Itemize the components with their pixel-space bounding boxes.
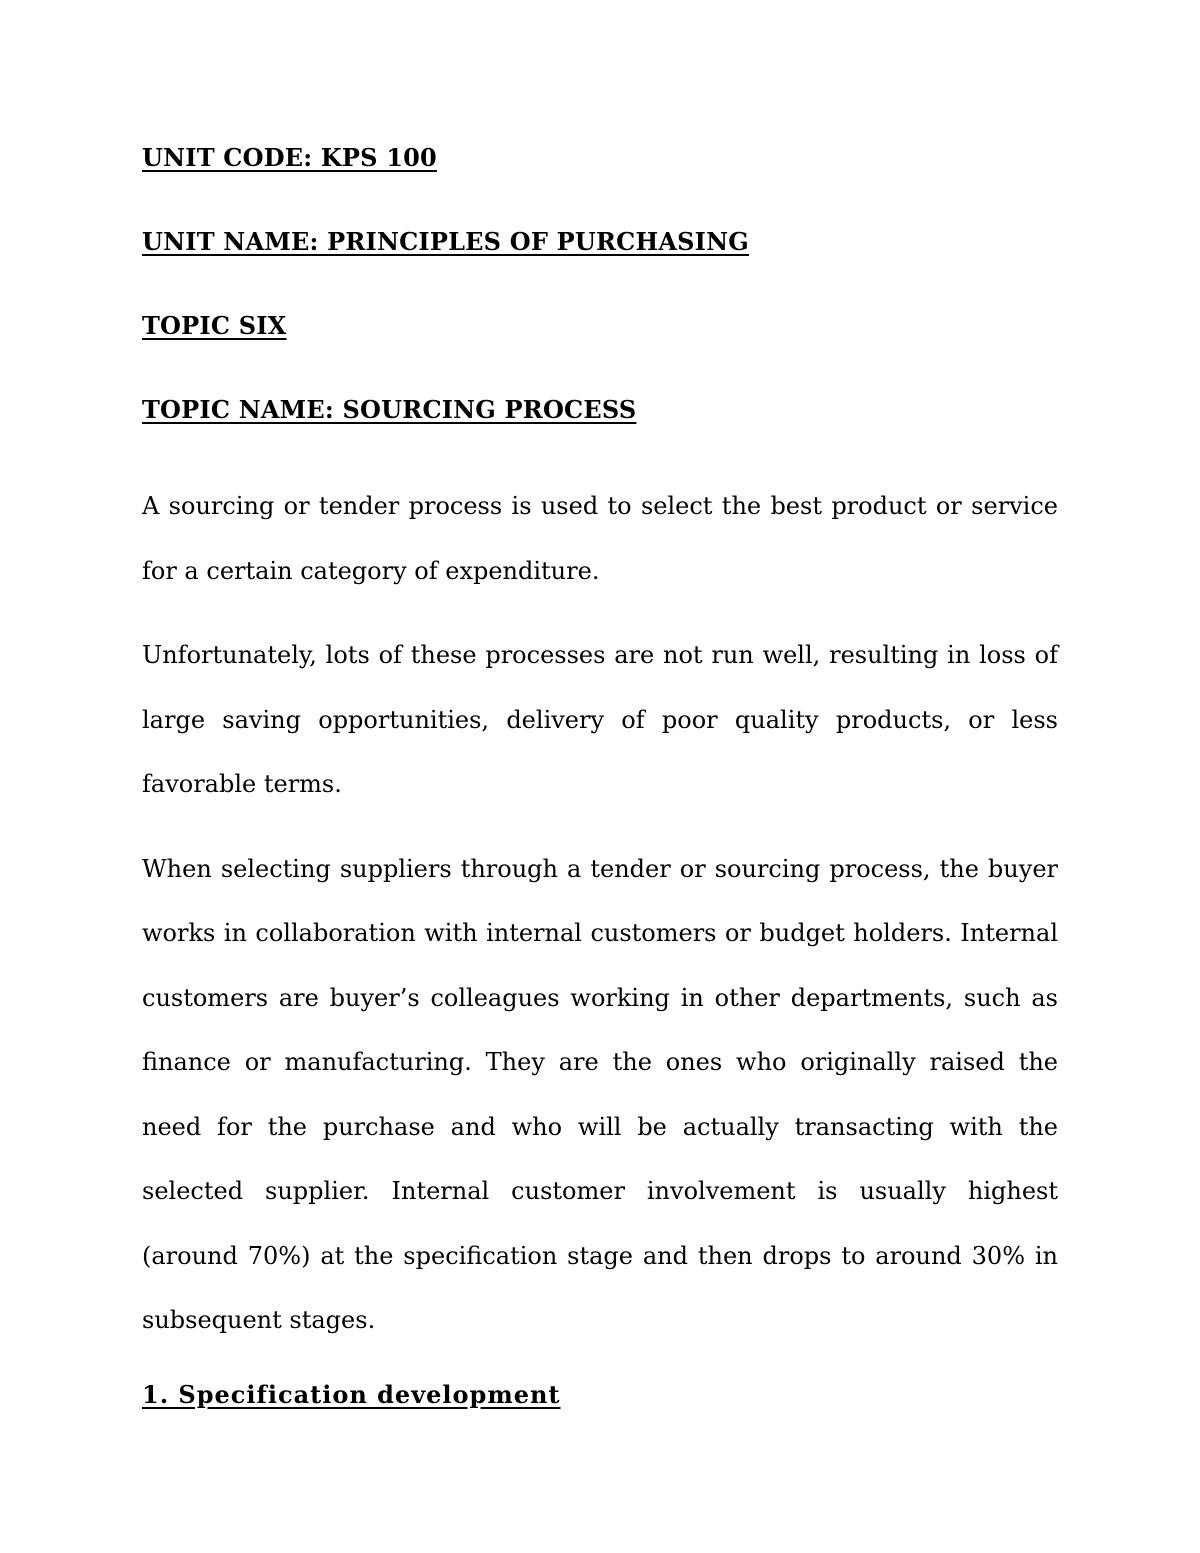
paragraph-internal-customers: When selecting suppliers through a tender or sourcing process, the buyer works in collaboration with internal customers or budget holders. Internal customers are buyer’s colleagues working in other departments, such as finance or manufacturing. They are the ones who originally raised the need for the purchase and who will be actually transacting with the selected supplier. Internal customer involvement is usually highest (around 70%) at the specification stage and then drops to around 30% in subsequent stages.: [142, 854, 1058, 1334]
paragraph-problems: Unfortunately, lots of these processes are not run well, resulting in loss of large saving opportunities, delivery of poor quality products, or less favorable terms.: [142, 641, 1058, 798]
unit-name-heading: UNIT NAME: PRINCIPLES OF PURCHASING: [142, 227, 749, 256]
topic-heading: TOPIC SIX: [142, 311, 287, 340]
unit-code-heading: UNIT CODE: KPS 100: [142, 143, 437, 172]
document-body: [142, 138, 1058, 1415]
section-heading-specification: 1. Specification development: [142, 1379, 561, 1409]
paragraph-intro: A sourcing or tender process is used to select the best product or service for a certain category of expenditure.: [142, 492, 1058, 585]
topic-name-heading: TOPIC NAME: SOURCING PROCESS: [142, 395, 637, 424]
